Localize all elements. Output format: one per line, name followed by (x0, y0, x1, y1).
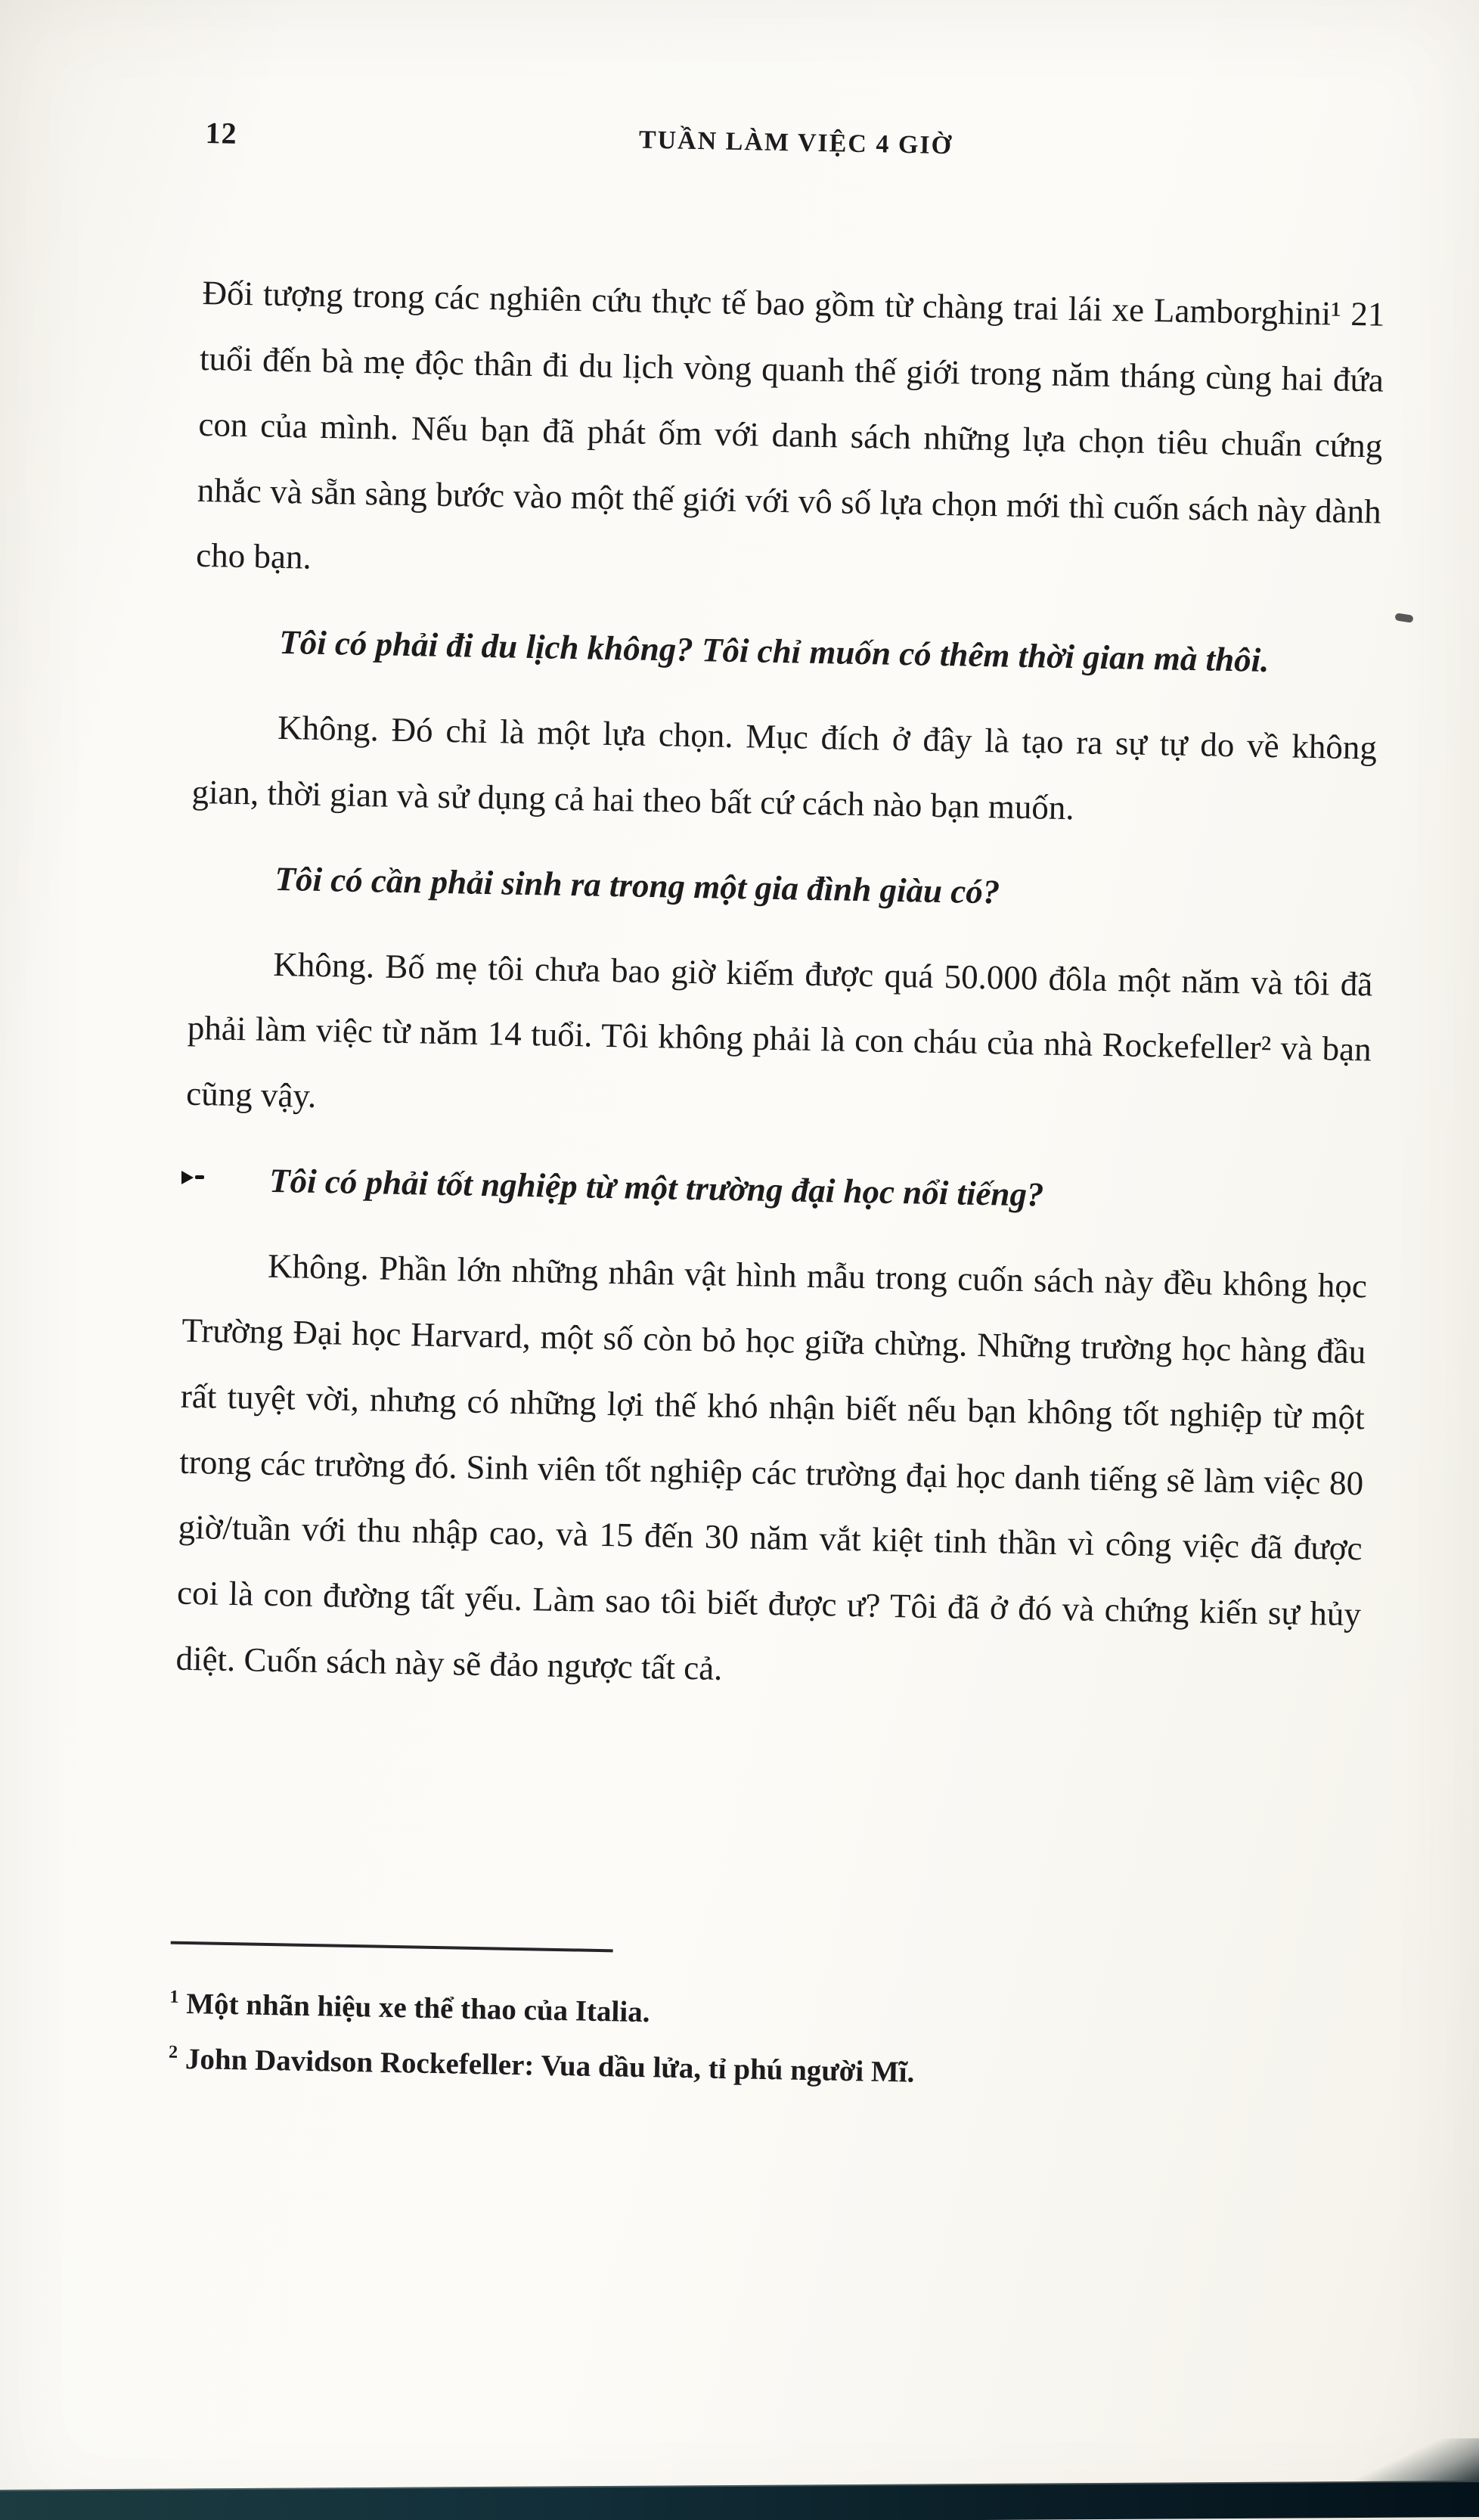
ink-smudge-artifact (1394, 613, 1413, 623)
paragraph: Không. Bố mẹ tôi chưa bao giờ kiếm được quá 50.000 đôla một năm và tôi đã phải làm việc từ năm 14 tuổi. Tôi không phải là con cháu của nhà Rockefeller² và bạn cũng vậy. (185, 945, 1373, 1116)
footnote-text: Một nhãn hiệu xe thể thao của Italia. (185, 1987, 650, 2029)
printed-block (168, 115, 1388, 2109)
question-paragraph: Tôi có phải đi du lịch không? Tôi chỉ muốn có thêm thời gian mà thôi. (278, 623, 1270, 680)
footnote-marker: 2 (168, 2041, 178, 2062)
footnotes (168, 1975, 1353, 2108)
footnote-divider (171, 1941, 613, 1952)
body-text (175, 260, 1385, 1713)
footnote-marker: 1 (169, 1986, 179, 2007)
running-title: TUẦN LÀM VIỆC 4 GIỜ (638, 126, 953, 160)
footnote-text: John Davidson Rockefeller: Vua dầu lửa, tỉ phú người Mĩ. (184, 2043, 915, 2089)
page-number: 12 (205, 116, 237, 151)
paragraph: Đối tượng trong các nghiên cứu thực tế bao gồm từ chàng trai lái xe Lamborghini¹ 21 tuổi đến bà mẹ độc thân đi du lịch vòng quanh thế giới trong năm tháng cùng hai đứa con của mình. Nếu bạn đã phát ốm với danh sách những lựa chọn tiêu chuẩn cứng nhắc và sẵn sàng bước vào một thế giới với vô số lựa chọn mới thì cuốn sách này dành cho bạn. (195, 274, 1385, 577)
scan-edge-bar (0, 2481, 1479, 2520)
margin-dash-artifact (195, 1175, 204, 1179)
question-paragraph: Tôi có cần phải sinh ra trong một gia đình giàu có? (274, 859, 1000, 911)
margin-mark-artifact (181, 1171, 194, 1184)
question-paragraph: Tôi có phải tốt nghiệp từ một trường đại học nổi tiếng? (268, 1161, 1044, 1214)
paragraph: Không. Đó chỉ là một lựa chọn. Mục đích ở đây là tạo ra sự tự do về không gian, thời gian và sử dụng cả hai theo bất cứ cách nào bạn muốn. (191, 708, 1378, 827)
paragraph: Không. Phần lớn những nhân vật hình mẫu trong cuốn sách này đều không học Trường Đại học Harvard, một số còn bỏ học giữa chừng. Những trường học hàng đầu rất tuyệt vời, nhưng có những lợi thế khó nhận biết nếu bạn không tốt nghiệp từ một trong các trường đó. Sinh viên tốt nghiệp các trường đại học danh tiếng sẽ làm việc 80 giờ/tuần với thu nhập cao, và 15 đến 30 năm vắt kiệt tinh thần vì công việc đã được coi là con đường tất yếu. Làm sao tôi biết được ư? Tôi đã ở đó và chứng kiến sự hủy diệt. Cuốn sách này sẽ đảo ngược tất cả. (175, 1246, 1368, 1687)
running-head (203, 115, 1388, 182)
